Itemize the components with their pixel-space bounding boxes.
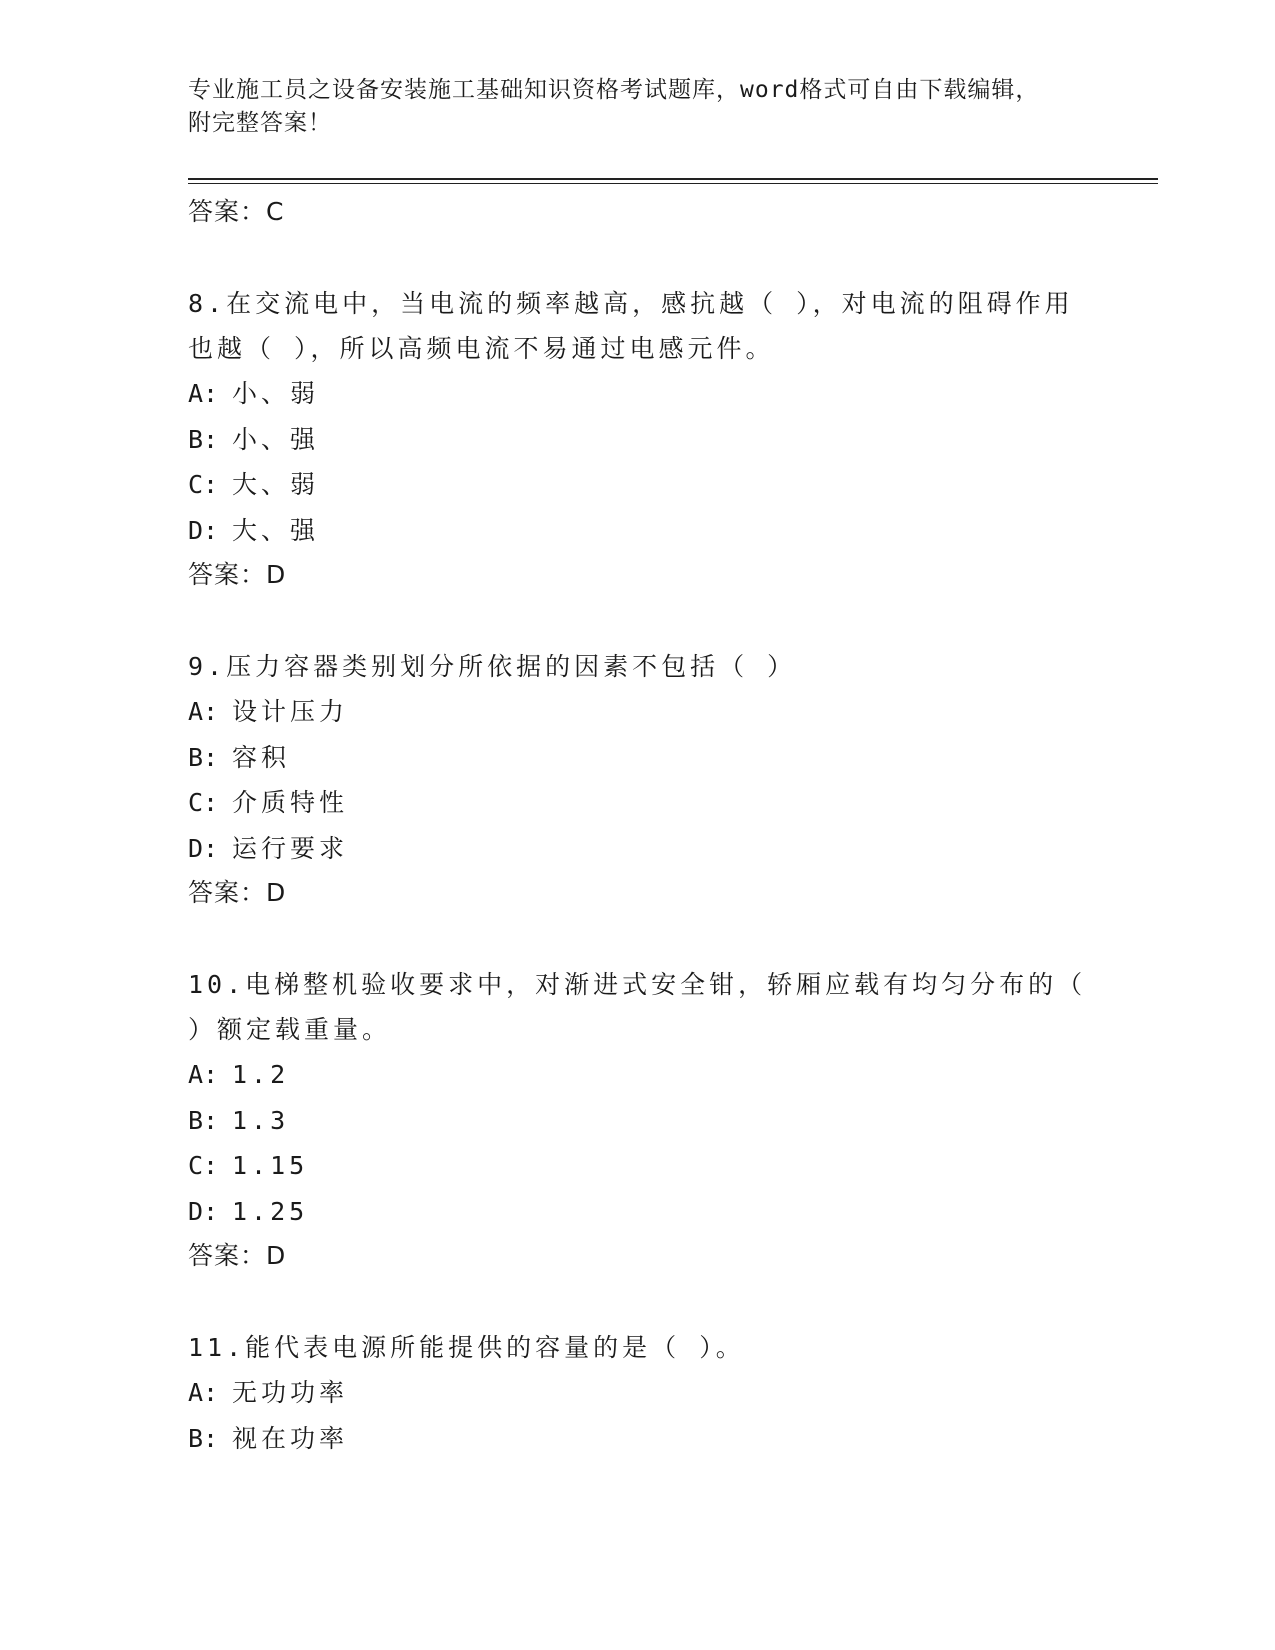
option-key: D: (188, 1196, 219, 1226)
option-text: 小、强 (232, 424, 320, 454)
question-stem-line: 9.压力容器类别划分所依据的因素不包括（ ） (188, 652, 797, 681)
option-text: 设计压力 (232, 697, 349, 726)
option-key: D: (188, 833, 219, 863)
option-key: B: (188, 742, 219, 772)
option-c (188, 780, 1088, 826)
answer-line: 答案：D (188, 560, 287, 589)
option-text: 1.3 (232, 1105, 290, 1135)
question-stem (188, 962, 1088, 1052)
option-key: A: (188, 379, 219, 408)
option-a (188, 371, 1088, 417)
option-text: 介质特性 (232, 788, 349, 817)
question-stem (188, 644, 1088, 689)
option-text: 运行要求 (232, 833, 349, 863)
question-stem-line: ）额定载重量。 (188, 1015, 392, 1044)
option-key: C: (188, 788, 219, 817)
option-key: C: (188, 470, 219, 499)
question-stem (188, 1325, 1088, 1370)
question-block-8 (188, 281, 1088, 597)
option-d (188, 826, 1088, 872)
question-stem-line: 10.电梯整机验收要求中，对渐进式安全钳，轿厢应载有均匀分布的（ (188, 970, 1087, 999)
option-text: 1.2 (232, 1060, 290, 1089)
option-key: A: (188, 697, 219, 726)
option-b (188, 1098, 1088, 1144)
option-c (188, 1143, 1088, 1189)
option-b (188, 417, 1088, 463)
option-b (188, 735, 1088, 781)
header-line-2: 附完整答案！ (188, 110, 332, 136)
question-block-10 (188, 962, 1088, 1278)
option-key: D: (188, 515, 219, 545)
option-a (188, 1052, 1088, 1098)
header-line-1: 专业施工员之设备安装施工基础知识资格考试题库，word格式可自由下载编辑， (188, 77, 1040, 103)
option-text: 大、强 (232, 515, 320, 545)
option-a (188, 1370, 1088, 1416)
option-text: 小、弱 (232, 379, 320, 408)
option-key: B: (188, 424, 219, 454)
option-text: 视在功率 (232, 1423, 349, 1453)
answer-line: 答案：C (188, 197, 285, 226)
question-stem-line: 11.能代表电源所能提供的容量的是（ ）。 (188, 1333, 745, 1362)
question-stem (188, 281, 1088, 371)
header-divider-thin (188, 183, 1158, 184)
option-text: 大、弱 (232, 470, 320, 499)
option-text: 无功功率 (232, 1378, 349, 1407)
document-body (188, 190, 1088, 1461)
answer-line: 答案：D (188, 1241, 287, 1270)
question-stem-line: 8.在交流电中，当电流的频率越高，感抗越（ ），对电流的阻碍作用 (188, 289, 1074, 318)
option-text: 1.15 (232, 1151, 309, 1180)
option-key: B: (188, 1423, 219, 1453)
option-d (188, 508, 1088, 554)
question-block-9 (188, 644, 1088, 915)
option-b (188, 1416, 1088, 1462)
option-a (188, 689, 1088, 735)
question-stem-line: 也越（ ），所以高频电流不易通过电感元件。 (188, 334, 775, 363)
option-text: 1.25 (232, 1196, 309, 1226)
option-text: 容积 (232, 742, 291, 772)
header-divider-thick (188, 178, 1158, 180)
answer-line: 答案：D (188, 878, 287, 907)
option-d (188, 1189, 1088, 1235)
page-header (188, 74, 1088, 140)
option-c (188, 462, 1088, 508)
option-key: A: (188, 1060, 219, 1089)
option-key: A: (188, 1378, 219, 1407)
question-block-11 (188, 1325, 1088, 1461)
option-key: C: (188, 1151, 219, 1180)
option-key: B: (188, 1105, 219, 1135)
